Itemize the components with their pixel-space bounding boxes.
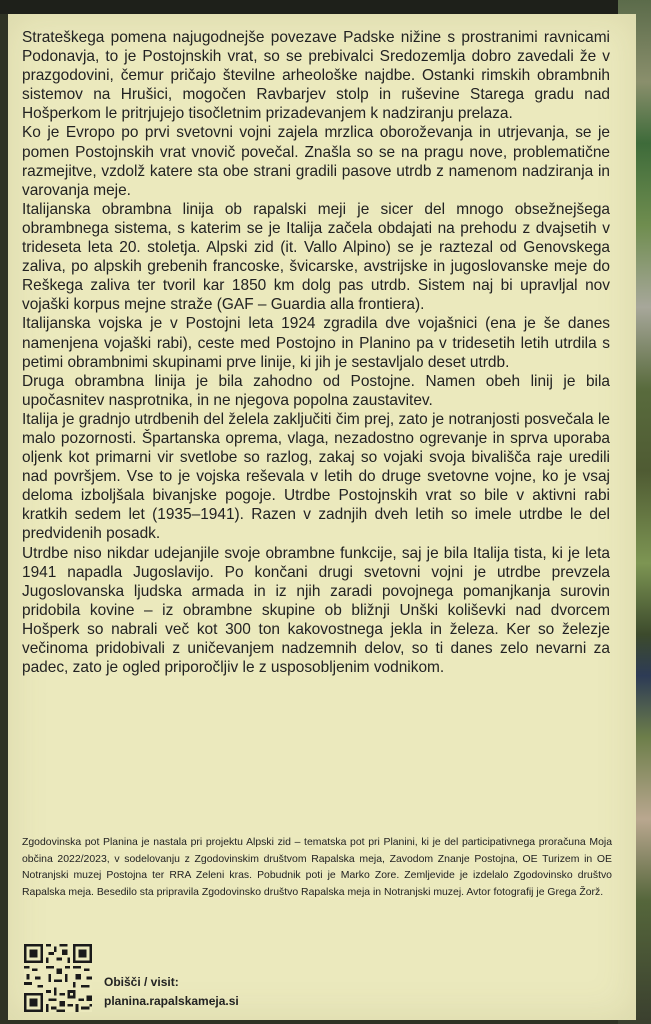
visit-label: Obišči / visit: — [104, 975, 179, 989]
main-text — [22, 28, 610, 677]
qr-code-icon[interactable] — [24, 944, 92, 1012]
paragraph-5: Druga obrambna linija je bila zahodno od Postojne. Namen obeh linij je bila upočasnitev nasprotnika, in ne njegova popolna zaustavitev. — [22, 372, 610, 409]
paragraph-2: Ko je Evropo po prvi svetovni vojni zajela mrzlica oboroževanja in utrjevanja, se je pomen Postojnskih vrat vnovič povečal. Znašla so se na pragu nove, problematične razmejitve, vzdolž katere sta obe strani gradili pasove utrdb z namenom nadziranja in varovanja meje. — [22, 124, 610, 199]
top-edge — [0, 0, 651, 14]
visit-url-link[interactable]: planina.rapalskameja.si — [104, 994, 239, 1008]
paragraph-4: Italijanska vojska je v Postojni leta 1924 zgradila dve vojašnici (ena je še danes namenjena vojaški rabi), ceste med Postojno in Planino pa v tridesetih letih utrdila s petimi obrambnimi skupinami prve linije, ki jih je sestavljalo deset utrdb. — [22, 315, 610, 371]
credits-text: Zgodovinska pot Planina je nastala pri projektu Alpski zid – tematska pot pri Planini, ki je del participativnega proračuna Moja občina 2022/2023, v sodelovanju z Zgodovinskim društvom Rapalska meja, Zavodom Znanje Postojna, OE Turizem in OE Notranjski muzej Postojna ter RRA Zeleni kras. Pobudnik poti je Marko Zore. Zemljevide je izdelalo Zgodovinsko društvo Rapalska meja. Besedilo sta pripravila Zgodovinsko društvo Rapalska meja in Notranjski muzej. Avtor fotografij je Grega Žorž. — [22, 837, 612, 899]
paragraph-6: Italija je gradnjo utrdbenih del želela zaključiti čim prej, zato je notranjosti posvečala le malo pozornosti. Špartanska oprema, vlaga, nezadostno ogrevanje in sprva uporaba oljenk kot primarni vir svetlobe so razlog, zakaj so vojaki svoja bivališča raje uredili nad površjem. Vse to je vojska reševala v letih do druge svetovne vojne, ko je vsaj deloma izboljšala bivanjske pogoje. Utrdbe Postojnskih vrat so bile v aktivni rabi kratkih sedem let (1935–1941). Razen v zadnjih dveh letih so imele utrdbe le del predvidenih posadk. — [22, 410, 610, 543]
paragraph-7: Utrdbe niso nikdar udejanjile svoje obrambne funkcije, saj je bila Italija tista, ki je leta 1941 napadla Jugoslavijo. Po končani drugi svetovni vojni je utrdbe prevzela Jugoslovanska ljudska armada in iz njih zaradi povojnega pomanjkanja surovin pridobila kovine – iz obrambne skupine ob bližnji Unški koliševki nad dvorcem Hošperk so nabrali več kot 300 ton kakovostnega jekla in železa. Ker so železje večinoma pridobivali z uničevanjem nadzemnih delov, so ti danes zelo nevarni za padec, zato je ogled priporočljiv le z usposobljenim vodnikom. — [22, 544, 610, 677]
paragraph-3: Italijanska obrambna linija ob rapalski meji je sicer del mnogo obsežnejšega obrambnega sistema, s katerim se je Italija začela obdajati na prehodu z dvajsetih v trideseta leta 20. stoletja. Alpski zid (it. Vallo Alpino) se je raztezal od Genovskega zaliva, po alpskih grebenih francoske, švicarske, avstrijske in jugoslovanske meje do Reškega zaliva ter tvoril kar 1850 km dolg pas utrdb. Sistem naj bi upravljal nov vojaški korpus mejne straže (GAF – Guardia alla frontiera). — [22, 200, 610, 314]
paragraph-1: Strateškega pomena najugodnejše povezave Padske nižine s prostranimi ravnicami Podonavja, to je Postojnskih vrat, so se prebivalci Sredozemlja dobro zavedali že v prazgodovini, čemur pričajo številne arheološke najdbe. Ostanki rimskih obrambnih sistemov na Hrušici, mogočen Ravbarjev stolp in ruševine Starega gradu nad Hošperkom le pritrjujejo tisočletnim prizadevanjem k nadziranju prelaza. — [22, 29, 610, 123]
